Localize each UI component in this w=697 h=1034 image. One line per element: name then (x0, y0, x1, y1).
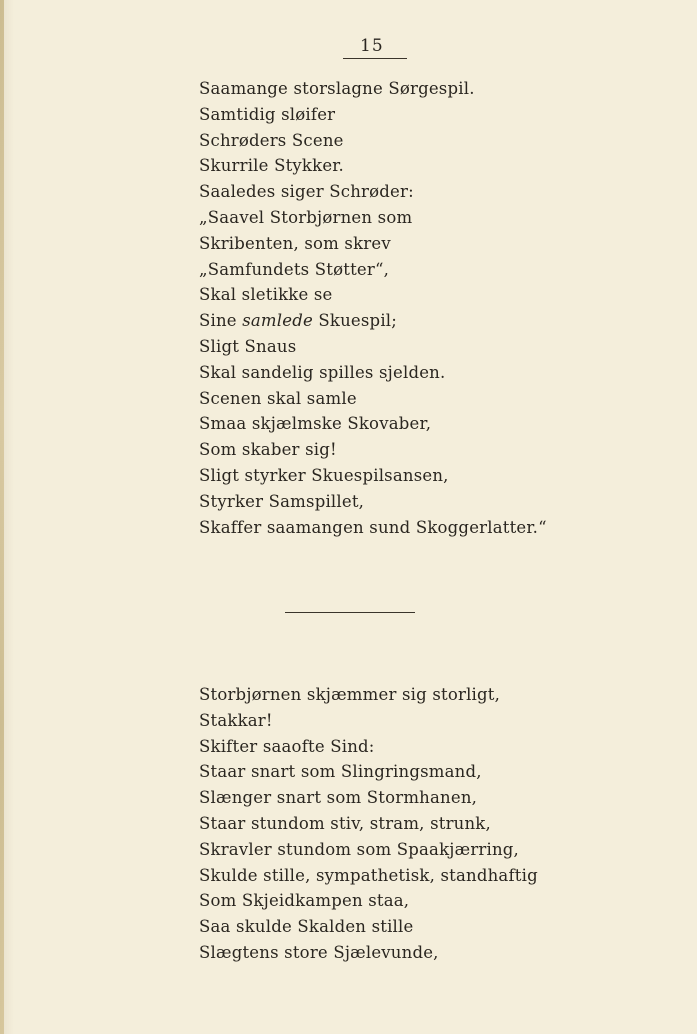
poem-line: Slænger snart som Stormhanen, (199, 788, 478, 808)
poem-stanza-1 (199, 76, 547, 540)
poem-line: Sligt styrker Skuespilsansen, (199, 465, 449, 485)
page-binding-edge (0, 0, 4, 1034)
poem-line: „Saavel Storbjørnen som (199, 207, 413, 227)
poem-line: Som skaber sig! (199, 440, 337, 460)
poem-line: Skaffer saamangen sund Skoggerlatter.“ (199, 517, 547, 537)
poem-line: Skal sandelig spilles sjelden. (199, 362, 446, 382)
poem-line: Slægtens store Sjælevunde, (199, 942, 439, 962)
poem-line: Staar snart som Slingringsmand, (199, 762, 482, 782)
page-number-rule (343, 58, 407, 59)
poem-line-text: Skuespil; (312, 311, 398, 331)
poem-line: Skravler stundom som Spaakjærring, (199, 839, 520, 859)
poem-line (199, 308, 547, 334)
poem-line: Storbjørnen skjæmmer sig storligt, (199, 685, 501, 704)
poem-line: Staar stundom stiv, stram, strunk, (199, 813, 491, 833)
poem-line: Skurrile Stykker. (199, 156, 345, 176)
poem-line: Skifter saaofte Sind: (199, 736, 375, 756)
poem-line-italic-text: samlede (242, 311, 313, 331)
poem-line: Schrøders Scene (199, 130, 344, 150)
poem-line: Skulde stille, sympathetisk, standhaftig (199, 865, 538, 885)
poem-line: Saa skulde Skalden stille (199, 917, 414, 937)
page-number: 15 (360, 36, 384, 56)
poem-line: Samtidig sløifer (199, 104, 336, 124)
poem-line: Skribenten, som skrev (199, 233, 391, 253)
poem-line: Skal sletikke se (199, 285, 333, 305)
poem-line: Styrker Samspillet, (199, 491, 365, 511)
poem-line: „Samfundets Støtter“, (199, 259, 390, 279)
poem-line: Stakkar! (199, 710, 273, 730)
poem-line: Saaledes siger Schrøder: (199, 182, 414, 202)
poem-stanza-2 (199, 682, 538, 966)
poem-line: Scenen skal samle (199, 388, 357, 408)
section-divider (285, 612, 415, 613)
poem-line: Saamange storslagne Sørgespil. (199, 79, 475, 98)
poem-line: Sligt Snaus (199, 336, 297, 356)
poem-line: Som Skjeidkampen staa, (199, 891, 410, 911)
poem-line-text: Sine (199, 311, 243, 331)
poem-line: Smaa skjælmske Skovaber, (199, 414, 432, 434)
